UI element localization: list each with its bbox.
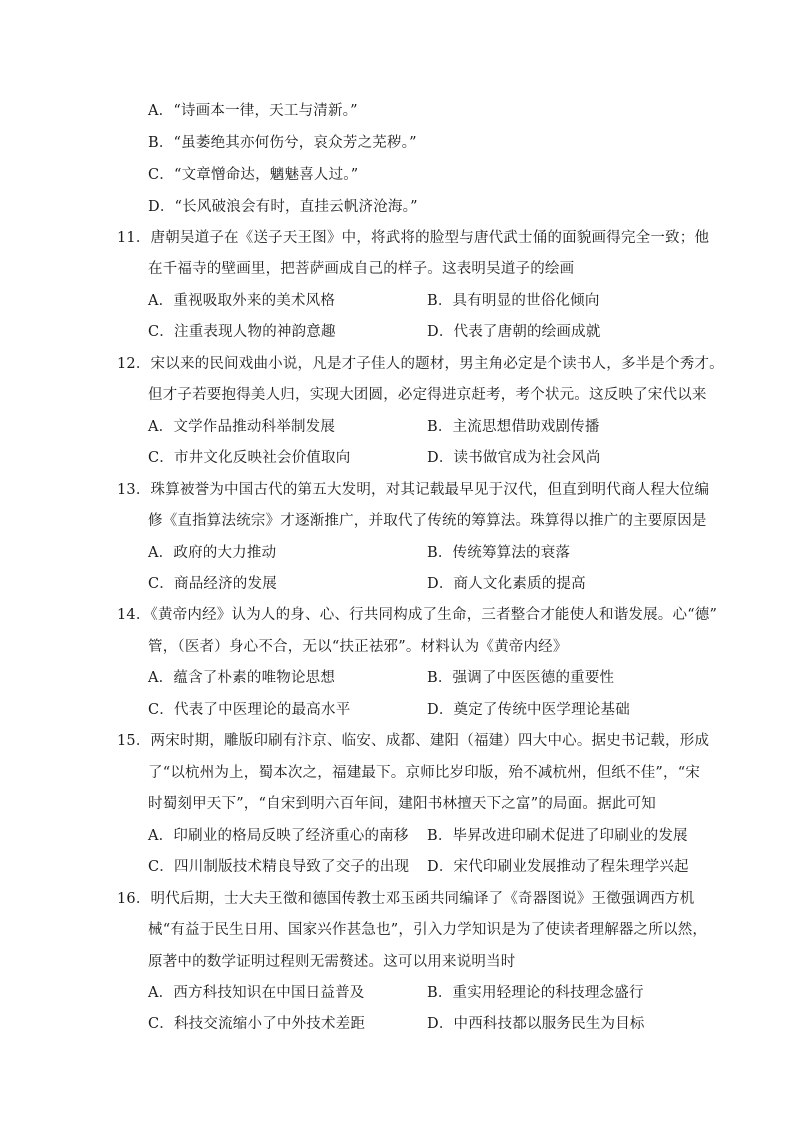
q11-option-c: C．注重表现人物的神韵意趣 xyxy=(148,324,336,340)
q16-option-c: C．科技交流缩小了中外技术差距 xyxy=(148,1016,366,1032)
q15-option-b: B．毕昇改进印刷术促进了印刷业的发展 xyxy=(427,828,688,844)
q14-option-b: B．强调了中医医德的重要性 xyxy=(427,670,615,686)
q15-stem-line2: 了“以杭州为上，蜀本次之，福建最下。京师比岁印版，殆不减杭州，但纸不佳”，“宋 xyxy=(148,765,701,781)
q13-stem-line1: 13．珠算被誉为中国古代的第五大发明，对其记载最早见于汉代，但直到明代商人程大位编 xyxy=(117,482,710,498)
q12-option-b: B．主流思想借助戏剧传播 xyxy=(427,419,600,435)
q15-option-c: C．四川制版技术精良导致了交子的出现 xyxy=(148,859,410,875)
q13-option-b: B．传统筹算法的衰落 xyxy=(427,545,571,561)
q12-option-a: A．文学作品推动科举制发展 xyxy=(148,419,336,435)
q10-option-d: D．“长风破浪会有时，直挂云帆济沧海。” xyxy=(148,199,418,215)
q15-option-d: D．宋代印刷业发展推动了程朱理学兴起 xyxy=(427,859,689,875)
q14-option-a: A．蕴含了朴素的唯物论思想 xyxy=(148,670,336,686)
q16-stem-line3: 原著中的数学证明过程则无需赘述。这可以用来说明当时 xyxy=(148,954,516,970)
q14-option-c: C．代表了中医理论的最高水平 xyxy=(148,702,351,718)
q11-option-b: B．具有明显的世俗化倾向 xyxy=(427,293,600,309)
q11-option-a: A．重视吸取外来的美术风格 xyxy=(148,293,336,309)
q14-option-d: D．奠定了传统中医学理论基础 xyxy=(427,702,630,718)
q12-option-c: C．市井文化反映社会价值取向 xyxy=(148,450,351,466)
q16-stem-line2: 械“有益于民生日用、国家兴作甚急也”，引入力学知识是为了使读者理解器之所以然， xyxy=(148,922,708,938)
q16-option-a: A．西方科技知识在中国日益普及 xyxy=(148,985,365,1001)
q16-stem-line1: 16．明代后期，士大夫王徵和德国传教士邓玉函共同编译了《奇器图说》王徵强调西方机 xyxy=(117,891,695,907)
q13-option-c: C．商品经济的发展 xyxy=(148,576,277,592)
q13-option-d: D．商人文化素质的提高 xyxy=(427,576,586,592)
q15-stem-line3: 时蜀刻甲天下”，“自宋到明六百年间，建阳书林擅天下之富”的局面。据此可知 xyxy=(148,796,656,812)
q13-stem-line2: 修《直指算法统宗》才逐渐推广，并取代了传统的筹算法。珠算得以推广的主要原因是 xyxy=(148,513,707,529)
q16-option-d: D．中西科技都以服务民生为目标 xyxy=(427,1016,645,1032)
q12-stem-line2: 但才子若要抱得美人归，实现大团圆，必定得进京赶考，考个状元。这反映了宋代以来 xyxy=(148,387,707,403)
q11-stem-line1: 11．唐朝吴道子在《送子天王图》中，将武将的脸型与唐代武士俑的面貌画得完全一致；他 xyxy=(117,230,710,246)
q15-option-a: A．印刷业的格局反映了经济重心的南移 xyxy=(148,828,409,844)
q15-stem-line1: 15．两宋时期，雕版印刷有汴京、临安、成都、建阳（福建）四大中心。据史书记载，形成 xyxy=(117,733,710,749)
q16-option-b: B．重实用轻理论的科技理念盛行 xyxy=(427,985,644,1001)
q12-option-d: D．读书做官成为社会风尚 xyxy=(427,450,601,466)
q10-option-c: C．“文章憎命达，魑魅喜人过。” xyxy=(148,167,359,183)
q13-option-a: A．政府的大力推动 xyxy=(148,545,277,561)
q10-option-b: B．“虽萎绝其亦何伤兮，哀众芳之芜秽。” xyxy=(148,135,417,151)
q11-option-d: D．代表了唐朝的绘画成就 xyxy=(427,324,601,340)
q11-stem-line2: 在千福寺的壁画里，把菩萨画成自己的样子。这表明吴道子的绘画 xyxy=(148,261,575,277)
q12-stem-line1: 12．宋以来的民间戏曲小说，凡是才子佳人的题材，男主角必定是个读书人，多半是个秀才。 xyxy=(117,356,724,372)
q14-stem-line2: 管，（医者）身心不合，无以“扶正祛邪”。材料认为《黄帝内经》 xyxy=(148,639,568,655)
q10-option-a: A．“诗画本一律，天工与清新。” xyxy=(148,103,358,119)
q14-stem-line1: 14．《黄帝内经》认为人的身、心、行共同构成了生命，三者整合才能使人和谐发展。心“德” xyxy=(117,607,718,623)
